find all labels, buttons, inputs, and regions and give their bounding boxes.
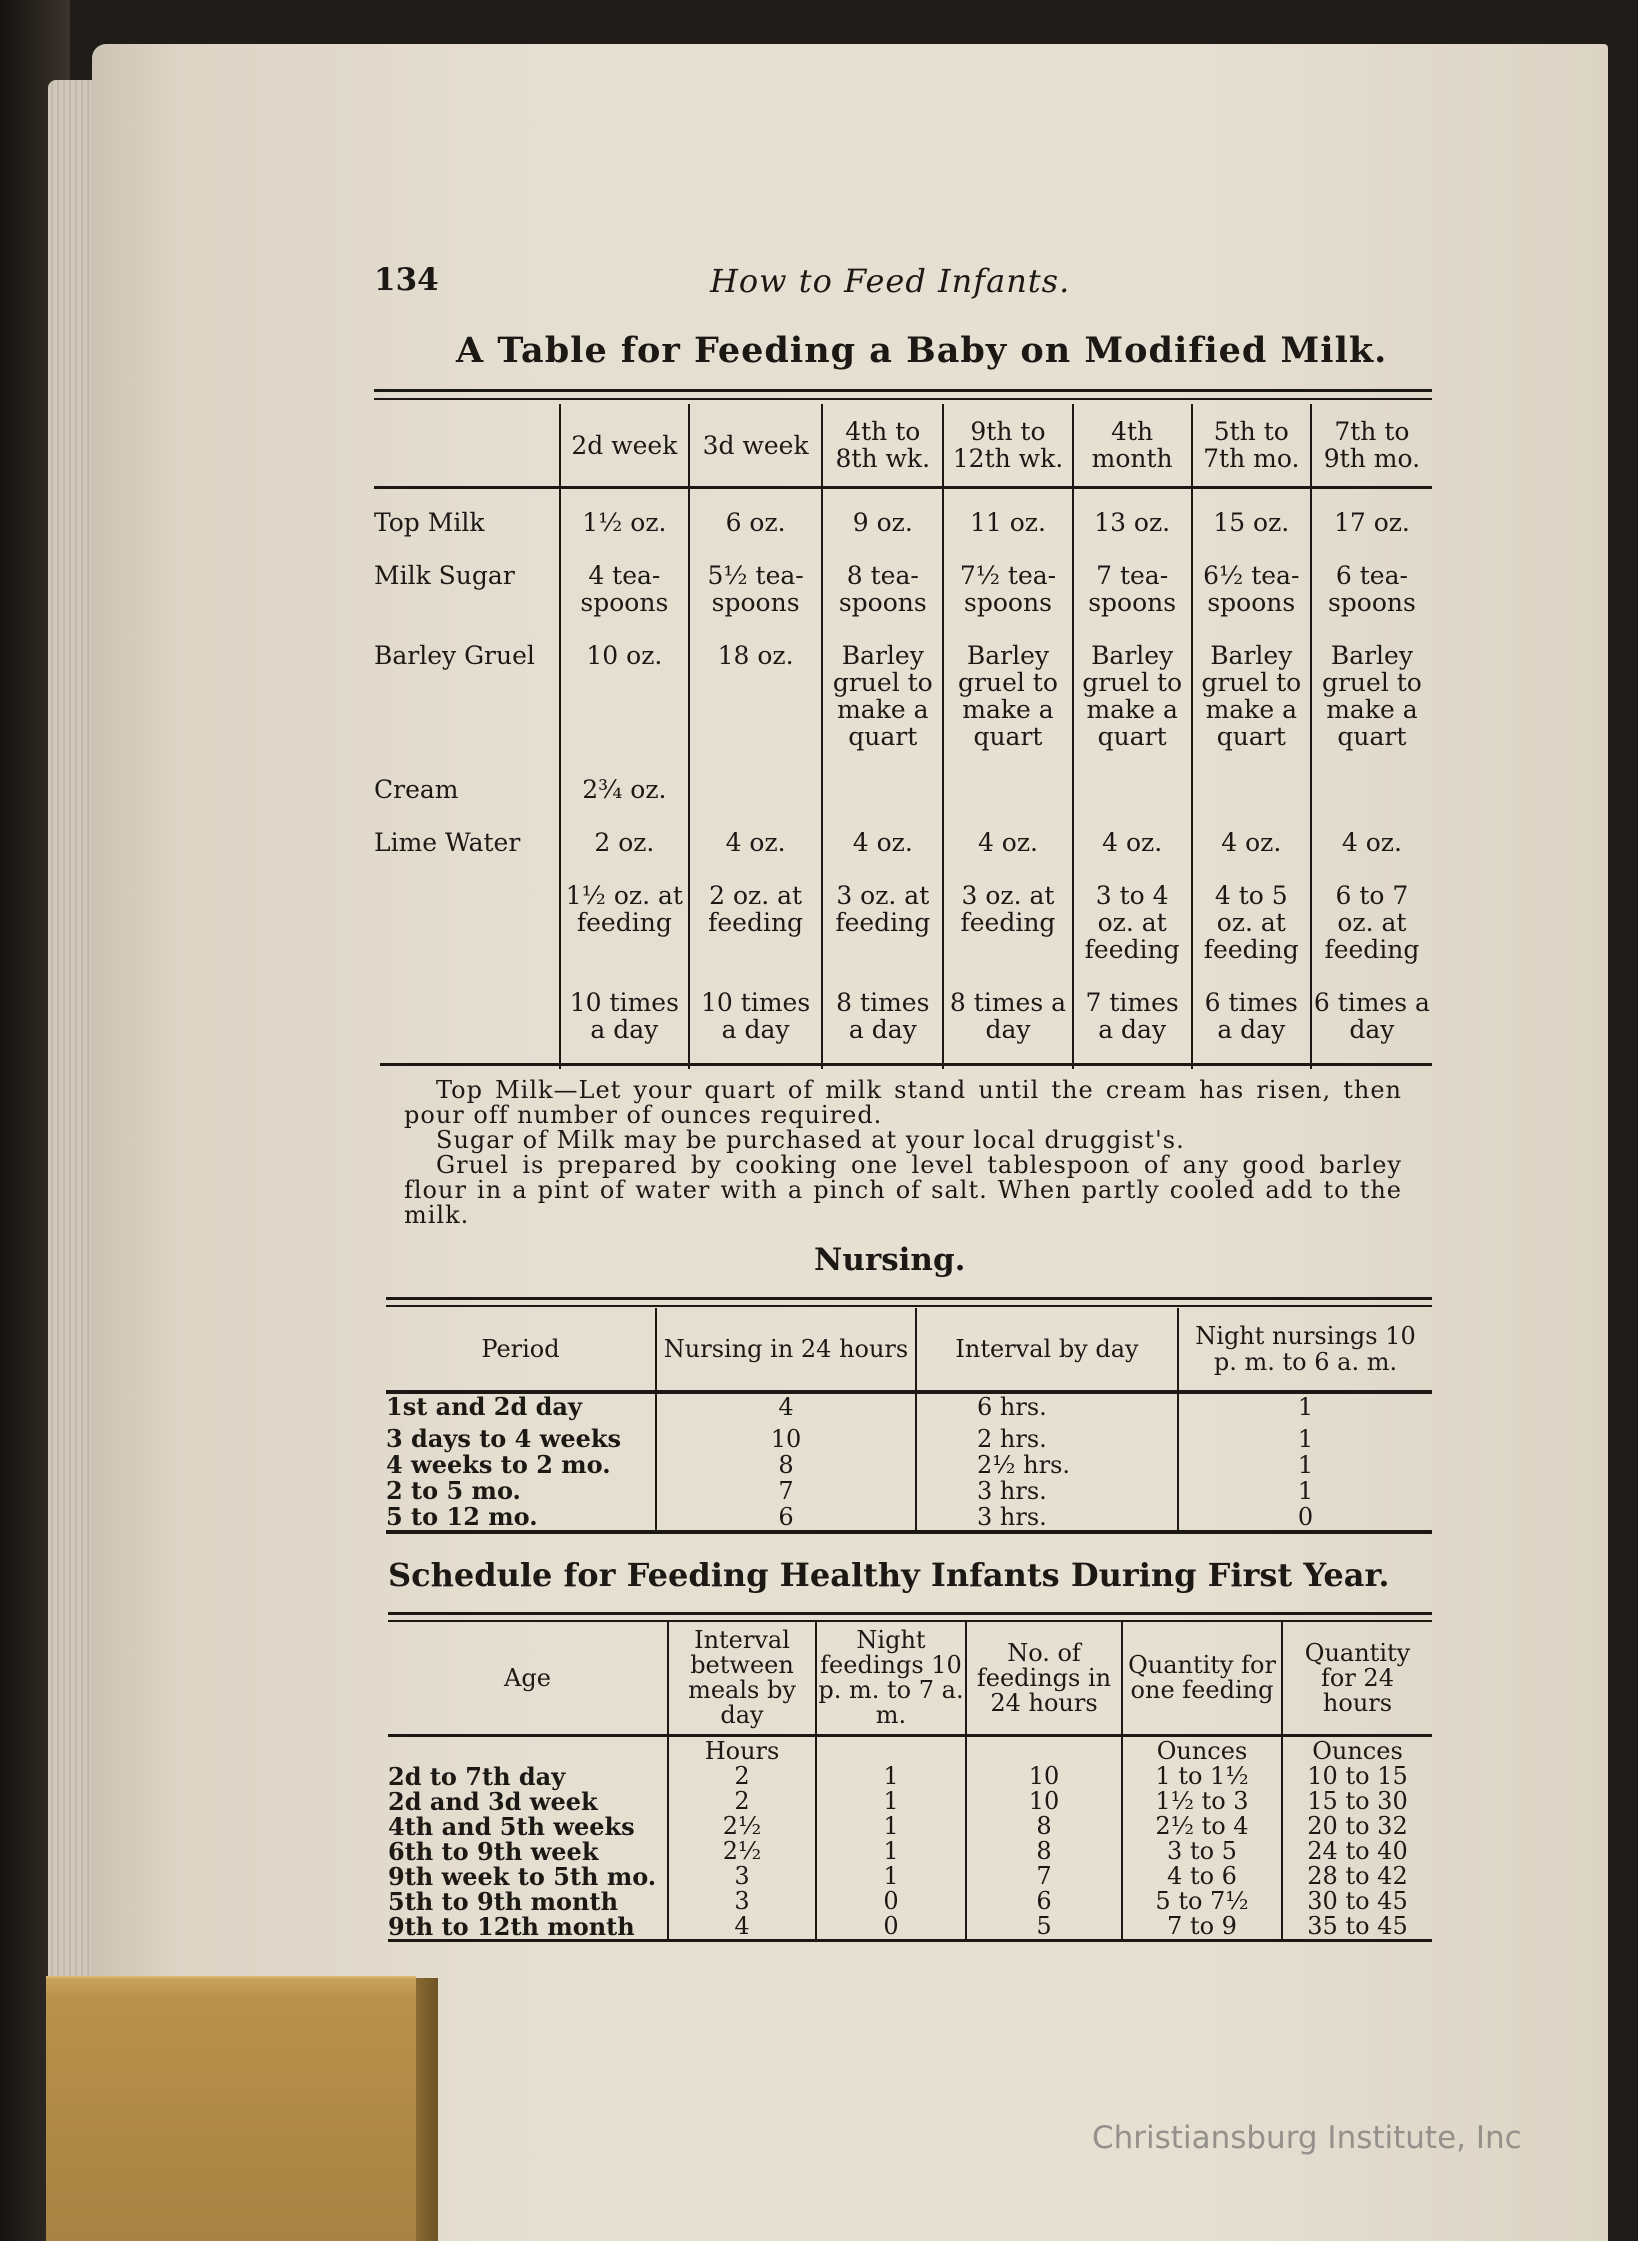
table-cell: 6 tea-spoons (1311, 562, 1432, 642)
nursing-table-header-row (386, 1308, 1432, 1392)
table-cell: 2 oz. at feeding (689, 882, 822, 989)
table-cell: 10 (656, 1420, 916, 1452)
table-cell: 11 oz. (943, 509, 1072, 562)
table-cell: 8 times a day (822, 989, 943, 1069)
table-cell: 4 to 5 oz. at feeding (1192, 882, 1311, 989)
table-cell: 2½ to 4 (1122, 1814, 1282, 1839)
table-cell: 10 (966, 1789, 1122, 1814)
table-cell: 3 hrs. (916, 1478, 1178, 1504)
table-row (388, 1764, 1432, 1789)
bookmark-tab-edge (416, 1978, 438, 2241)
column-header (374, 404, 560, 488)
row-label: Lime Water (374, 828, 521, 857)
table-cell: 5 (966, 1914, 1122, 1941)
table-cell: 1½ oz. (560, 509, 689, 562)
table-row (388, 1864, 1432, 1889)
table-cell: 5½ tea-spoons (689, 562, 822, 642)
table-cell: 2 oz. (560, 829, 689, 882)
column-header: Night feedings 10 p. m. to 7 a. m. (816, 1622, 966, 1736)
feeding-notes (404, 1078, 1402, 1228)
unit-cell (816, 1736, 966, 1765)
table-cell: 5th to 9th month (388, 1887, 619, 1916)
table-cell: 3 to 4 oz. at feeding (1073, 882, 1192, 989)
column-header: 3d week (689, 404, 822, 488)
column-header: 2d week (560, 404, 689, 488)
table-cell: 3 oz. at feeding (822, 882, 943, 989)
row-label: Milk Sugar (374, 561, 515, 590)
table-cell: 1 (1178, 1392, 1432, 1420)
table-cell: 9th to 12th month (388, 1914, 668, 1941)
schedule-table-header-row (388, 1622, 1432, 1736)
table-cell (822, 776, 943, 829)
table-cell: 7 (966, 1864, 1122, 1889)
table-row (388, 1789, 1432, 1814)
table-cell: 3 (668, 1864, 816, 1889)
table-cell: 4 tea-spoons (560, 562, 689, 642)
table-cell: 1 (816, 1789, 966, 1814)
table-cell (1192, 776, 1311, 829)
spacer-row (374, 488, 1432, 510)
table-cell: 10 to 15 (1282, 1764, 1432, 1789)
table-cell: 6 to 7 oz. at feeding (1311, 882, 1432, 989)
table-cell: 6½ tea-spoons (1192, 562, 1311, 642)
row-label: Top Milk (374, 508, 485, 537)
table-cell: 15 oz. (1192, 509, 1311, 562)
table-cell: 2 hrs. (916, 1420, 1178, 1452)
table-cell: 30 to 45 (1282, 1889, 1432, 1914)
table-cell: 10 times a day (689, 989, 822, 1069)
table-cell: 8 tea-spoons (822, 562, 943, 642)
column-header: Quantity for 24 hours (1282, 1622, 1432, 1736)
table-cell: 2 (668, 1789, 816, 1814)
note-paragraph: Sugar of Milk may be purchased at your local druggist's. (436, 1126, 1185, 1154)
unit-cell: Hours (668, 1736, 816, 1765)
column-header: No. of feedings in 24 hours (966, 1622, 1122, 1736)
row-label (374, 882, 560, 989)
table-cell: 2d and 3d week (388, 1787, 598, 1816)
table-cell: 2½ (668, 1814, 816, 1839)
column-header: Interval by day (916, 1308, 1178, 1392)
table-cell: 2½ (668, 1839, 816, 1864)
table-cell: 10 (966, 1764, 1122, 1789)
table-cell: 2½ hrs. (916, 1452, 1178, 1478)
note-paragraph: Gruel is prepared by cooking one level tablespoon of any good barley flour in a pint of water with a pinch of salt. When partly cooled add to the milk. (404, 1151, 1402, 1229)
table-cell: 3 (668, 1889, 816, 1914)
table-cell: Barley gruel to make a quart (943, 642, 1072, 776)
feeding-table-title: A Table for Feeding a Baby on Modified Milk. (456, 330, 1388, 371)
table-row (374, 989, 1432, 1069)
table-cell: 6 (966, 1889, 1122, 1914)
nursing-table-top-rule-1 (386, 1297, 1432, 1300)
row-label: Barley Gruel (374, 641, 535, 670)
feeding-table (374, 404, 1432, 1069)
table-cell: 20 to 32 (1282, 1814, 1432, 1839)
table-cell: 4th and 5th weeks (388, 1812, 635, 1841)
table-cell: 6 times a day (1311, 989, 1432, 1069)
table-cell: 9 oz. (822, 509, 943, 562)
units-row (388, 1736, 1432, 1765)
feeding-table-top-rule-2 (374, 398, 1432, 400)
table-cell (689, 776, 822, 829)
table-cell: 13 oz. (1073, 509, 1192, 562)
table-cell: 1st and 2d day (386, 1392, 582, 1421)
table-cell: 18 oz. (689, 642, 822, 776)
table-cell: 8 (966, 1839, 1122, 1864)
table-cell: 4 oz. (943, 829, 1072, 882)
column-header: Period (386, 1308, 656, 1392)
table-cell: 6 hrs. (916, 1392, 1178, 1420)
unit-cell (388, 1736, 668, 1765)
table-cell: 3 hrs. (916, 1504, 1178, 1532)
table-cell: Barley gruel to make a quart (1192, 642, 1311, 776)
bookmark-tab (46, 1978, 416, 2241)
table-row (386, 1478, 1432, 1504)
table-cell: 1 (816, 1839, 966, 1864)
column-header: Age (388, 1622, 668, 1736)
table-cell: 1 (816, 1814, 966, 1839)
table-cell: 10 times a day (560, 989, 689, 1069)
table-cell (1311, 776, 1432, 829)
table-cell: 28 to 42 (1282, 1864, 1432, 1889)
table-cell: 0 (816, 1914, 966, 1941)
column-header: 9th to 12th wk. (943, 404, 1072, 488)
running-head: How to Feed Infants. (710, 262, 1071, 300)
table-row (388, 1814, 1432, 1839)
unit-cell (966, 1736, 1122, 1765)
unit-cell: Ounces (1282, 1736, 1432, 1765)
table-row (374, 642, 1432, 776)
table-cell: 1 (1178, 1478, 1432, 1504)
table-cell: 3 oz. at feeding (943, 882, 1072, 989)
table-cell: 2 to 5 mo. (386, 1476, 521, 1505)
table-row (374, 509, 1432, 562)
table-cell: 7 to 9 (1122, 1914, 1282, 1941)
table-cell: Barley gruel to make a quart (1311, 642, 1432, 776)
table-cell: 6 (656, 1504, 916, 1532)
page-number: 134 (374, 262, 439, 298)
table-row (386, 1452, 1432, 1478)
table-row (386, 1420, 1432, 1452)
table-row (374, 776, 1432, 829)
column-header: 5th to 7th mo. (1192, 404, 1311, 488)
table-cell: 5 to 12 mo. (386, 1504, 656, 1532)
table-cell: 1 (816, 1764, 966, 1789)
table-cell: 1 to 1½ (1122, 1764, 1282, 1789)
table-cell: 4 to 6 (1122, 1864, 1282, 1889)
table-row (388, 1914, 1432, 1941)
column-header: 4th to 8th wk. (822, 404, 943, 488)
column-header: Interval between meals by day (668, 1622, 816, 1736)
nursing-table (386, 1308, 1432, 1534)
feeding-table-top-rule-1 (374, 389, 1432, 392)
table-cell: 24 to 40 (1282, 1839, 1432, 1864)
table-cell: 2d to 7th day (388, 1762, 566, 1791)
table-cell: 4 oz. (689, 829, 822, 882)
table-cell: 3 to 5 (1122, 1839, 1282, 1864)
table-row (374, 829, 1432, 882)
table-cell: 17 oz. (1311, 509, 1432, 562)
table-cell: 5 to 7½ (1122, 1889, 1282, 1914)
table-cell: 2¾ oz. (560, 776, 689, 829)
table-cell: 7½ tea-spoons (943, 562, 1072, 642)
table-cell: 6 times a day (1192, 989, 1311, 1069)
table-cell (1073, 776, 1192, 829)
schedule-table-top-rule-1 (388, 1612, 1432, 1615)
table-cell: 6th to 9th week (388, 1837, 599, 1866)
table-cell: 8 (966, 1814, 1122, 1839)
table-cell: 15 to 30 (1282, 1789, 1432, 1814)
table-cell: 10 oz. (560, 642, 689, 776)
table-cell: 3 days to 4 weeks (386, 1424, 622, 1453)
table-cell: 4 oz. (1192, 829, 1311, 882)
schedule-table (388, 1622, 1432, 1942)
table-cell: 1½ oz. at feeding (560, 882, 689, 989)
table-cell: 4 weeks to 2 mo. (386, 1450, 611, 1479)
table-cell: 0 (1178, 1504, 1432, 1532)
table-cell: 9th week to 5th mo. (388, 1862, 657, 1891)
table-cell: 4 oz. (1073, 829, 1192, 882)
column-header: 4th month (1073, 404, 1192, 488)
nursing-table-top-rule-2 (386, 1305, 1432, 1307)
table-cell: 1 (1178, 1420, 1432, 1452)
table-cell: 7 times a day (1073, 989, 1192, 1069)
table-cell: 7 tea-spoons (1073, 562, 1192, 642)
table-cell: 1 (1178, 1452, 1432, 1478)
table-row (374, 882, 1432, 989)
table-cell: Barley gruel to make a quart (822, 642, 943, 776)
table-cell: 8 times a day (943, 989, 1072, 1069)
table-cell (943, 776, 1072, 829)
table-cell: 8 (656, 1452, 916, 1478)
feeding-table-header-row (374, 404, 1432, 488)
table-row (388, 1889, 1432, 1914)
table-row (388, 1839, 1432, 1864)
table-cell: 1 (816, 1864, 966, 1889)
column-header: Night nursings 10 p. m. to 6 a. m. (1178, 1308, 1432, 1392)
table-cell: 0 (816, 1889, 966, 1914)
table-cell: 4 (656, 1392, 916, 1420)
row-label: Cream (374, 775, 459, 804)
feeding-table-bottom-rule (380, 1063, 1432, 1066)
table-row (386, 1504, 1432, 1532)
column-header: 7th to 9th mo. (1311, 404, 1432, 488)
column-header: Nursing in 24 hours (656, 1308, 916, 1392)
table-cell: 2 (668, 1764, 816, 1789)
table-row (386, 1392, 1432, 1420)
schedule-table-title: Schedule for Feeding Healthy Infants During First Year. (388, 1556, 1390, 1594)
table-row (374, 562, 1432, 642)
table-cell: 1½ to 3 (1122, 1789, 1282, 1814)
note-paragraph: Top Milk—Let your quart of milk stand until the cream has risen, then pour off number of ounces required. (404, 1076, 1402, 1129)
row-label (374, 989, 560, 1069)
table-cell: Barley gruel to make a quart (1073, 642, 1192, 776)
watermark-text: Christiansburg Institute, Inc (1092, 2120, 1522, 2156)
table-cell: 4 oz. (1311, 829, 1432, 882)
table-cell: 4 (668, 1914, 816, 1941)
table-cell: 6 oz. (689, 509, 822, 562)
table-cell: 35 to 45 (1282, 1914, 1432, 1941)
nursing-table-title: Nursing. (814, 1242, 966, 1278)
table-cell: 4 oz. (822, 829, 943, 882)
table-cell: 7 (656, 1478, 916, 1504)
column-header: Quantity for one feeding (1122, 1622, 1282, 1736)
unit-cell: Ounces (1122, 1736, 1282, 1765)
